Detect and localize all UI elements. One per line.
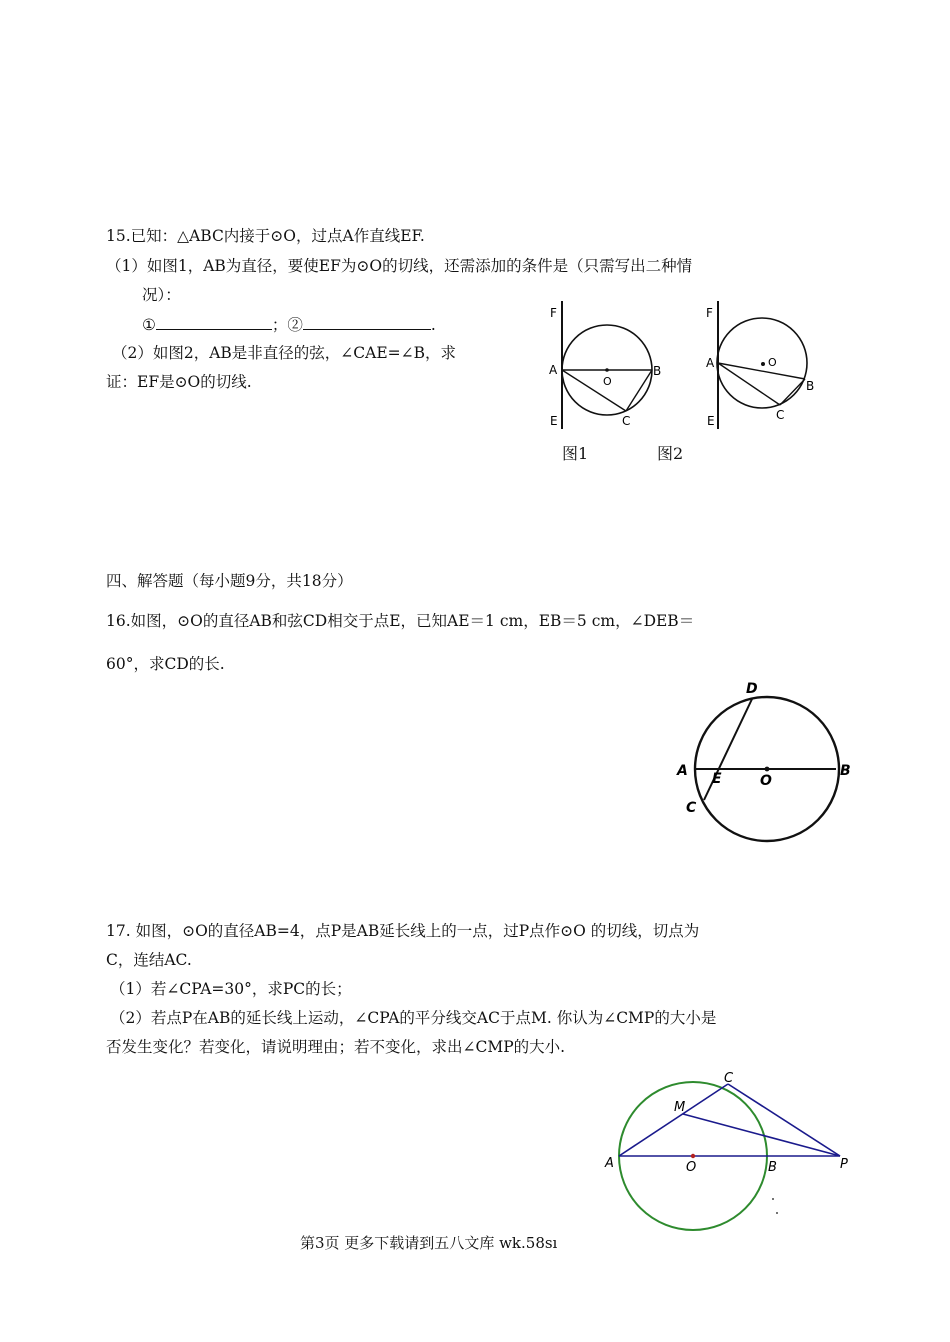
tangent-pc: [728, 1084, 840, 1156]
chord-bc: [780, 379, 805, 405]
label-f: F: [550, 306, 557, 320]
label-c: C: [776, 408, 785, 422]
label-a: A: [605, 1156, 614, 1171]
center-point: [761, 362, 765, 366]
q17-line3: （1）若∠CPA=30°，求PC的长；: [110, 980, 352, 998]
q15-blanks: [142, 313, 436, 336]
label-f: F: [706, 306, 713, 320]
center-point: [691, 1154, 695, 1158]
label-e: E: [712, 771, 722, 787]
label-p: P: [840, 1157, 848, 1172]
label-d: D: [746, 681, 758, 697]
blank-separator: ；②: [271, 316, 303, 334]
q15-figure-1: [540, 295, 670, 435]
segment-ac: [619, 1084, 728, 1156]
label-o: O: [760, 773, 772, 789]
label-c: C: [622, 414, 631, 428]
answer-blank-2: [303, 313, 431, 330]
q16-line2: 60°，求CD的长.: [106, 655, 225, 673]
blank1-label: ①: [142, 316, 156, 334]
q15-stem: 15.已知：△ABC内接于⊙O，过点A作直线EF.: [106, 227, 425, 245]
label-b: B: [840, 763, 851, 779]
label-b: B: [806, 379, 815, 393]
label-a: A: [706, 356, 715, 370]
label-b: B: [768, 1160, 777, 1175]
chord-ac: [562, 370, 626, 411]
label-a: A: [677, 763, 688, 779]
page-footer: 第3页 更多下载请到五八文库 wk.58sı: [300, 1234, 558, 1252]
q15-figure-2: [700, 295, 825, 435]
label-m: M: [674, 1100, 686, 1115]
label-c: C: [724, 1071, 734, 1086]
stray-dot-2: [776, 1212, 778, 1214]
q15-part2-line2: 证：EF是⊙O的切线.: [106, 373, 252, 391]
stray-dot: [772, 1198, 774, 1200]
q17-line4: （2）若点P在AB的延长线上运动，∠CPA的平分线交AC于点M. 你认为∠CMP的大小是: [110, 1009, 717, 1027]
label-o: O: [603, 375, 612, 388]
section-4-title: 四、解答题（每小题9分，共18分）: [106, 572, 353, 590]
center-point: [765, 767, 770, 772]
q15-part1-line1: （1）如图1，AB为直径，要使EF为⊙O的切线，还需添加的条件是（只需写出二种情: [106, 257, 693, 275]
blank-end: .: [430, 316, 436, 334]
q17-figure: [600, 1070, 860, 1235]
label-o: O: [686, 1160, 697, 1175]
label-e: E: [707, 414, 715, 428]
label-e: E: [550, 414, 558, 428]
q15-part1-line2: 况）：: [142, 286, 181, 304]
q16-line1: 16.如图，⊙O的直径AB和弦CD相交于点E，已知AE＝1 cm，EB＝5 cm，∠DEB＝: [106, 612, 695, 630]
bisector-pm: [683, 1114, 840, 1156]
q15-part2-line1: （2）如图2，AB是非直径的弦，∠CAE=∠B，求: [112, 344, 457, 362]
figure-1-caption: 图1: [562, 444, 589, 463]
answer-blank-1: [156, 313, 272, 330]
figure-2-caption: 图2: [657, 444, 684, 463]
label-b: B: [653, 364, 662, 378]
label-a: A: [549, 363, 558, 377]
q17-line2: C，连结AC.: [106, 951, 192, 969]
center-point: [605, 368, 609, 372]
chord-bc: [626, 370, 652, 411]
q17-line5: 否发生变化？若变化，请说明理由；若不变化，求出∠CMP的大小.: [106, 1038, 566, 1056]
label-c: C: [686, 800, 697, 816]
q17-line1: 17. 如图，⊙O的直径AB=4，点P是AB延长线上的一点，过P点作⊙O 的切线，切点为: [106, 922, 700, 940]
q16-figure: [670, 675, 860, 845]
label-o: O: [768, 356, 777, 369]
